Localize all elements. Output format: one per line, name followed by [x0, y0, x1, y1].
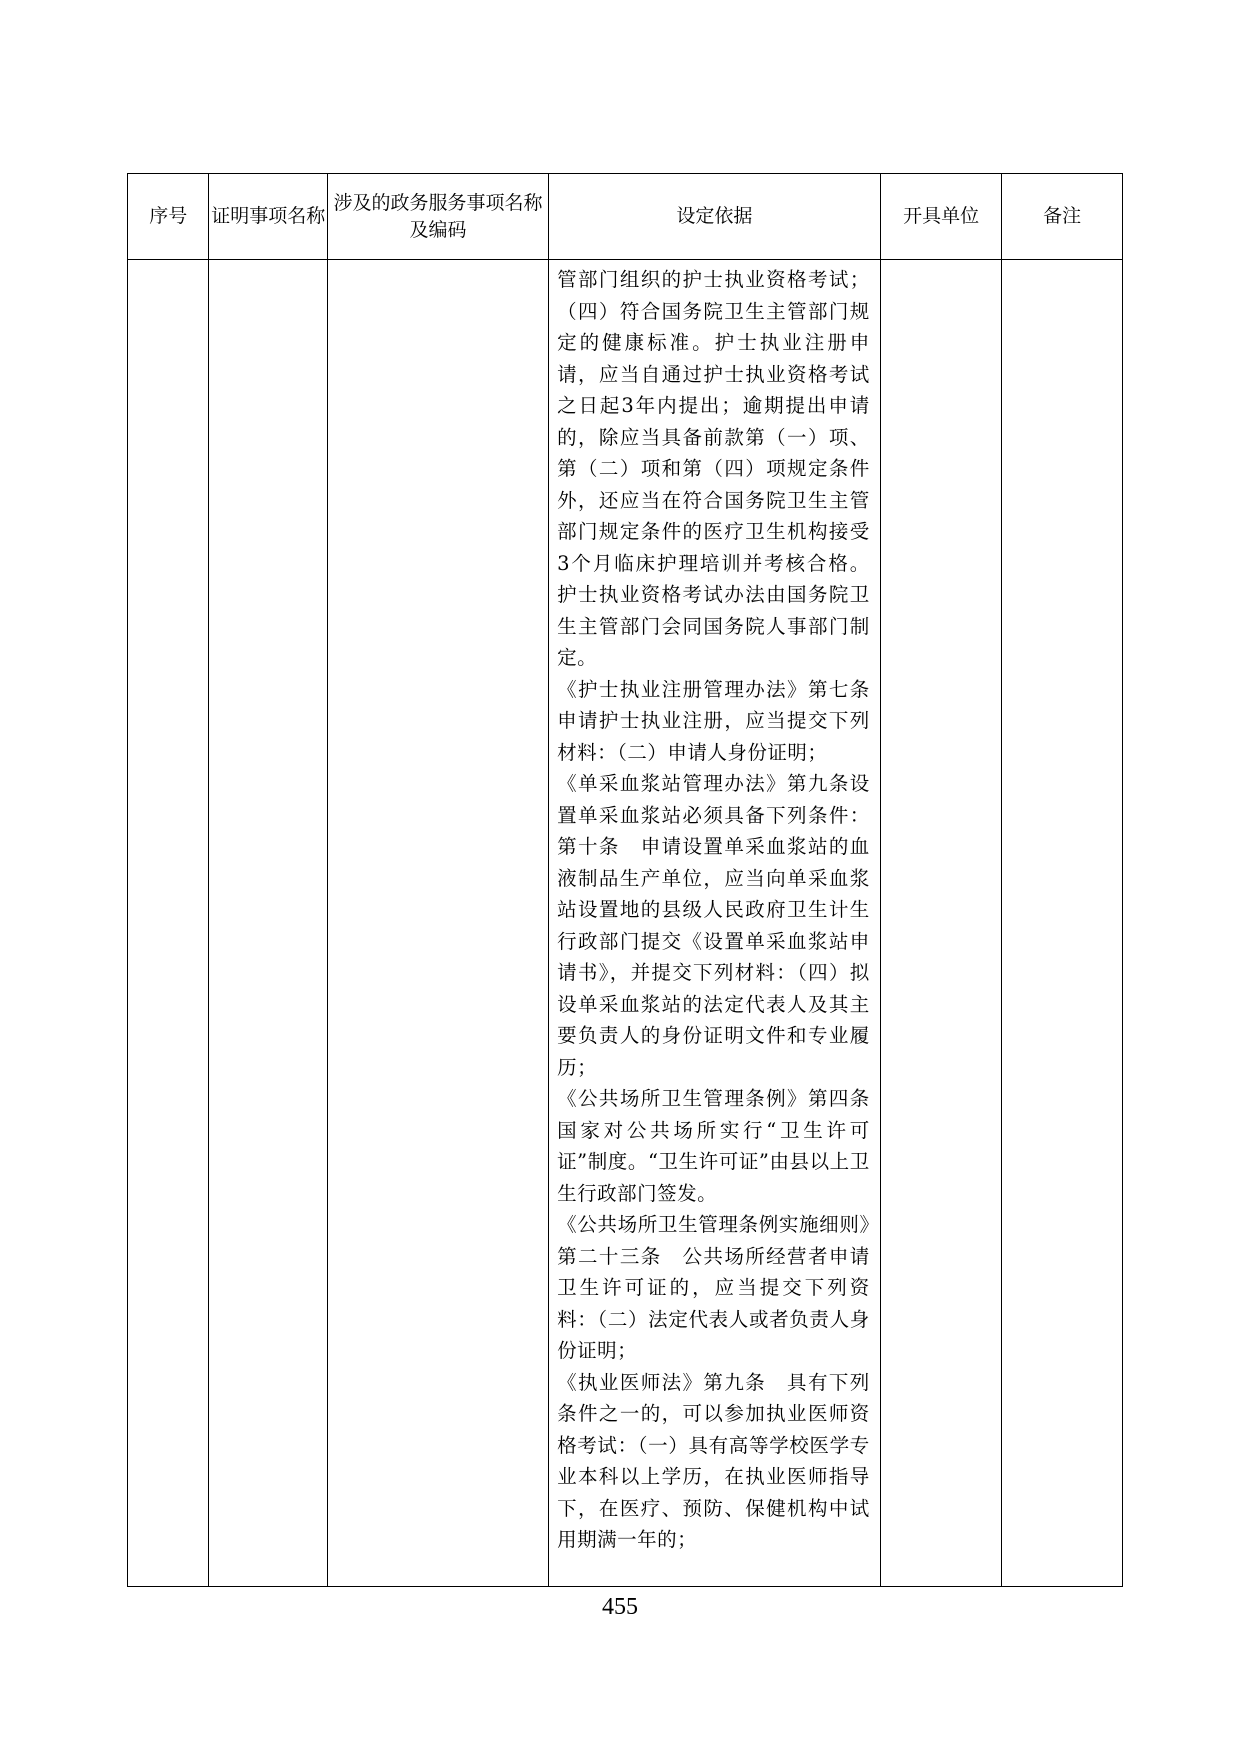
header-index: 序号: [128, 174, 209, 260]
cell-basis: [549, 260, 890, 1587]
basis-paragraph: 《护士执业注册管理办法》第七条 申请护士执业注册，应当提交下列材料：（二）申请人身份证明；: [557, 677, 890, 764]
cell-service-item: [328, 260, 549, 1587]
cell-remarks: [1002, 260, 1123, 1587]
header-service-item: 涉及的政务服务事项名称及编码: [328, 174, 549, 260]
table-header-row: [128, 174, 1123, 260]
basis-paragraph: 管部门组织的护士执业资格考试；（四）符合国务院卫生主管部门规定的健康标准。护士执业注册申请，应当自通过护士执业资格考试之日起3年内提出；逾期提出申请的，除应当具备前款第（一）项、第（二）项和第（四）项规定条件外，还应当在符合国务院卫生主管部门规定条件的医疗卫生机构接受3个月临床护理培训并考核合格。护士执业资格考试办法由国务院卫生主管部门会同国务院人事部门制定。: [557, 268, 870, 669]
header-basis: 设定依据: [549, 174, 881, 260]
basis-paragraph: 《公共场所卫生管理条例》第四条 国家对公共场所实行“卫生许可证”制度。“卫生许可证”由县以上卫生行政部门签发。: [557, 1087, 890, 1205]
cell-cert-name: [209, 260, 328, 1587]
page-number: 455: [602, 1594, 638, 1620]
cell-index: [128, 260, 209, 1587]
header-issuer: 开具单位: [880, 174, 1002, 260]
basis-paragraph: 《公共场所卫生管理条例实施细则》第二十三条 公共场所经营者申请卫生许可证的，应当提交下列资料：（二）法定代表人或者负责人身份证明；: [557, 1213, 870, 1362]
table-row: [128, 260, 1123, 1587]
certificate-table: [127, 173, 1123, 1587]
header-remarks: 备注: [1002, 174, 1123, 260]
cell-issuer: [880, 260, 1002, 1587]
header-cert-name: 证明事项名称: [209, 174, 328, 260]
basis-paragraph: 《单采血浆站管理办法》第九条设置单采血浆站必须具备下列条件：第十条 申请设置单采血浆站的血液制品生产单位，应当向单采血浆站设置地的县级人民政府卫生计生行政部门提交《设置单采血浆站申请书》，并提交下列材料：（四）拟设单采血浆站的法定代表人及其主要负责人的身份证明文件和专业履历；: [557, 772, 870, 1079]
basis-paragraph: 《执业医师法》第九条 具有下列条件之一的，可以参加执业医师资格考试：（一）具有高等学校医学专业本科以上学历，在执业医师指导下，在医疗、预防、保健机构中试用期满一年的；: [557, 1370, 870, 1551]
